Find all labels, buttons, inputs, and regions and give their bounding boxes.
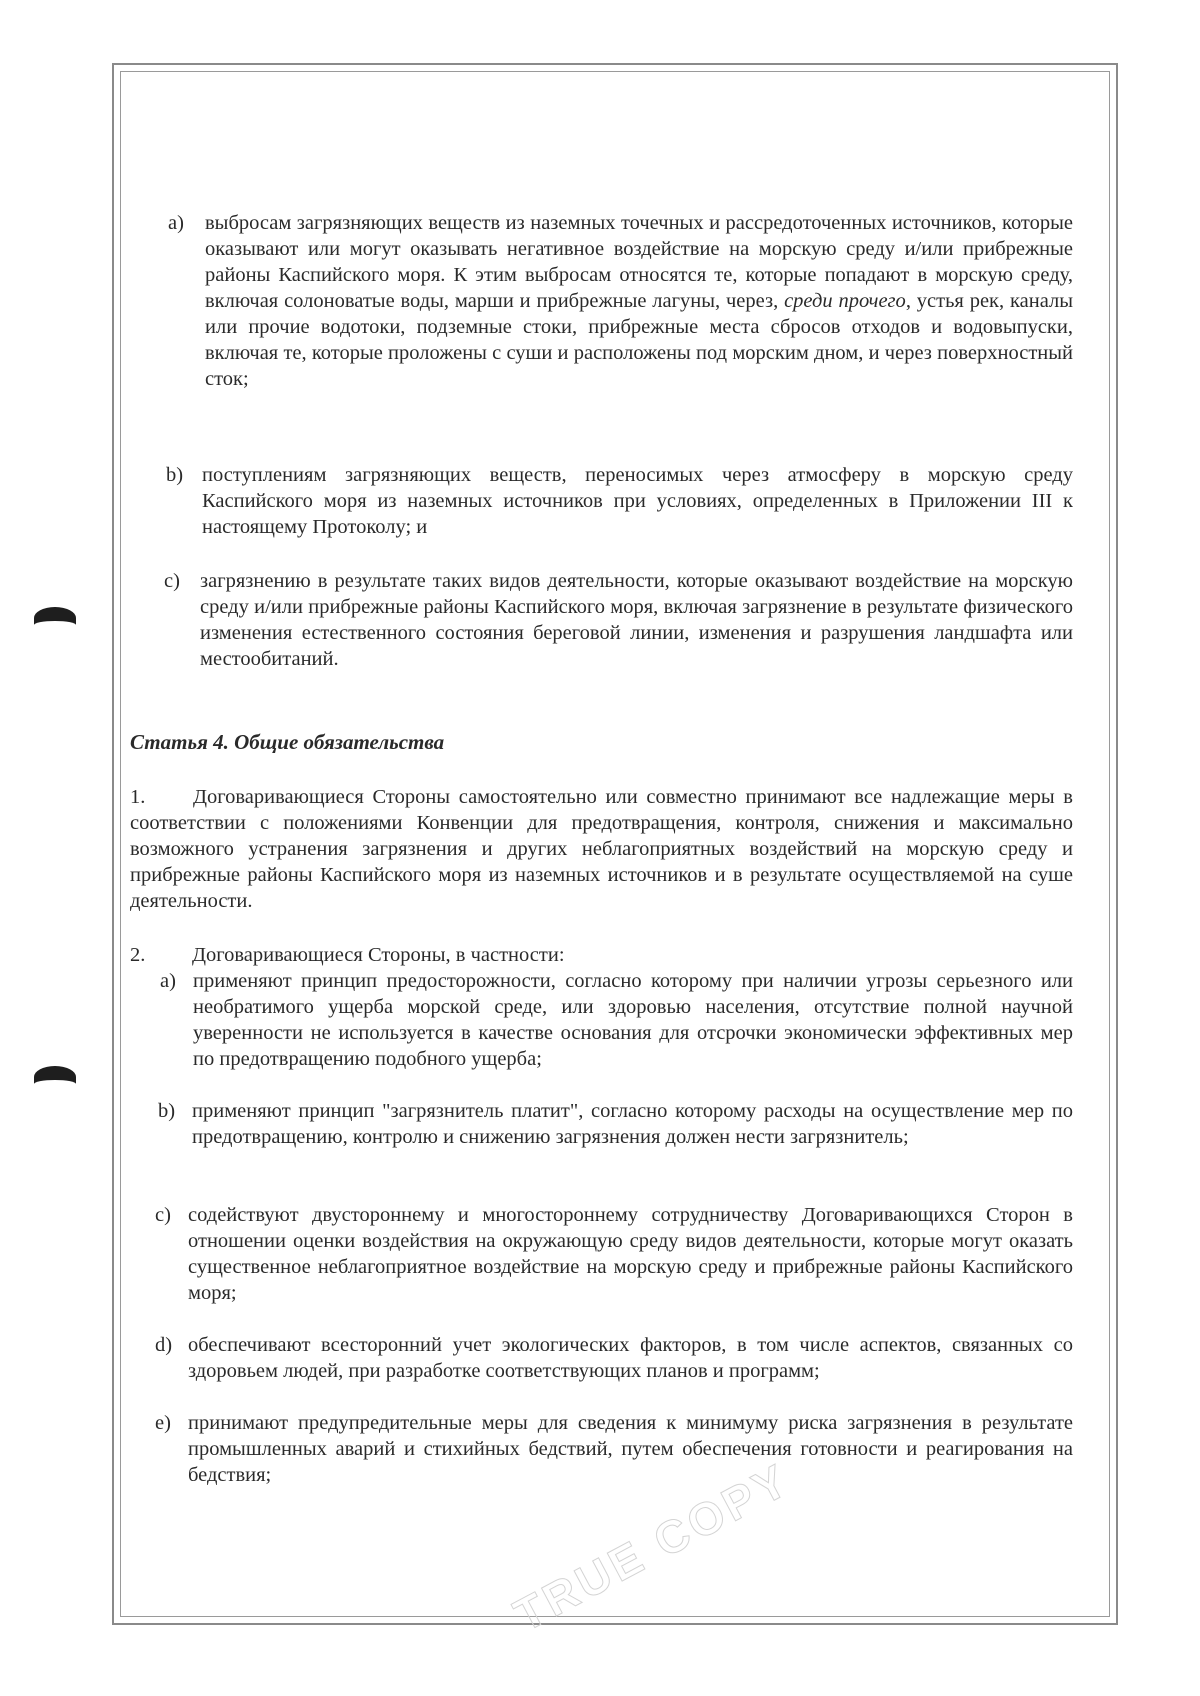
item-a-italic: среди прочего [784,290,906,312]
punch-hole-top [34,607,76,629]
item-a-marker: a) [168,212,184,234]
item-c-marker: c) [164,570,180,592]
para2-item-e-text: принимают предупредительные меры для сведения к минимуму риска загрязнения в результате промышленных аварий и стихийных бедствий, путем обеспечения готовности и реагирования на бедствия; [188,1412,1073,1486]
para2-item-b-text: применяют принцип "загрязнитель платит", согласно которому расходы на осуществление мер по предотвращению, контролю и снижению загрязнения должен нести загрязнитель; [192,1100,1073,1148]
article-heading: Статья 4. Общие обязательства [130,730,445,754]
punch-hole-bottom [34,1066,76,1088]
para2-item-a-text: применяют принцип предосторожности, согласно которому при наличии угрозы серьезного или необратимого ущерба морской среде, или здоровью населения, отсутствие полной научной уверенности не используется в качестве основания для отсрочки экономически эффективных мер по предотвращению подобного ущерба; [193,970,1073,1070]
para2-item-c-text: содействуют двустороннему и многостороннему сотрудничеству Договаривающихся Сторон в отношении оценки воздействия на окружающую среду видов деятельности, которые могут оказать существенное неблагоприятное воздействие на морскую среду и прибрежные районы Каспийского моря; [188,1204,1073,1304]
para2-number: 2. [130,944,146,966]
para2-item-e-marker: e) [155,1412,171,1434]
para2-item-d-marker: d) [155,1334,173,1356]
para2-item-a-marker: a) [160,970,176,992]
para2-text: Договаривающиеся Стороны, в частности: [192,944,565,966]
item-b-text: поступлениям загрязняющих веществ, переносимых через атмосферу в морскую среду Каспийского моря из наземных источников при условиях, определенных в Приложении III к настоящему Протоколу; и [202,464,1073,538]
para2-item-b-marker: b) [158,1100,176,1122]
true-copy-stamp: TRUE COPY [505,1452,799,1642]
para1-text: Договаривающиеся Стороны самостоятельно или совместно принимают все надлежащие меры в соответствии с положениями Конвенции для предотвращения, контроля, снижения и максимально возможного устранения загрязнения и других неблагоприятных воздействий на морскую среду и прибрежные районы Каспийского моря из наземных источников и в результате осуществляемой на суше деятельности. [130,786,1073,912]
para2-item-c-marker: c) [155,1204,171,1226]
item-c-text: загрязнению в результате таких видов деятельности, которые оказывают воздействие на морскую среду и/или прибрежные районы Каспийского моря, включая загрязнение в результате физического изменения естественного состояния береговой линии, изменения и разрушения ландшафта или местообитаний. [200,570,1073,670]
item-b-marker: b) [166,464,184,486]
para1-number: 1. [130,786,146,808]
para2-item-d-text: обеспечивают всесторонний учет экологических факторов, в том числе аспектов, связанных со здоровьем людей, при разработке соответствующих планов и программ; [188,1334,1073,1382]
item-a-text: выбросам загрязняющих веществ из наземных точечных и рассредоточенных источников, которые оказывают или могут оказывать негативное воздействие на морскую среду и/или прибрежные районы Каспийского моря. К этим выбросам относятся те, которые попадают в морскую среду, включая солоноватые воды, марши и прибрежные лагуны, через, среди прочего, устья рек, каналы или прочие водотоки, подземные стоки, прибрежные места сбросов отходов и водовыпуски, включая те, которые проложены с суши и расположены под морским дном, и через поверхностный сток; [205,212,1073,390]
